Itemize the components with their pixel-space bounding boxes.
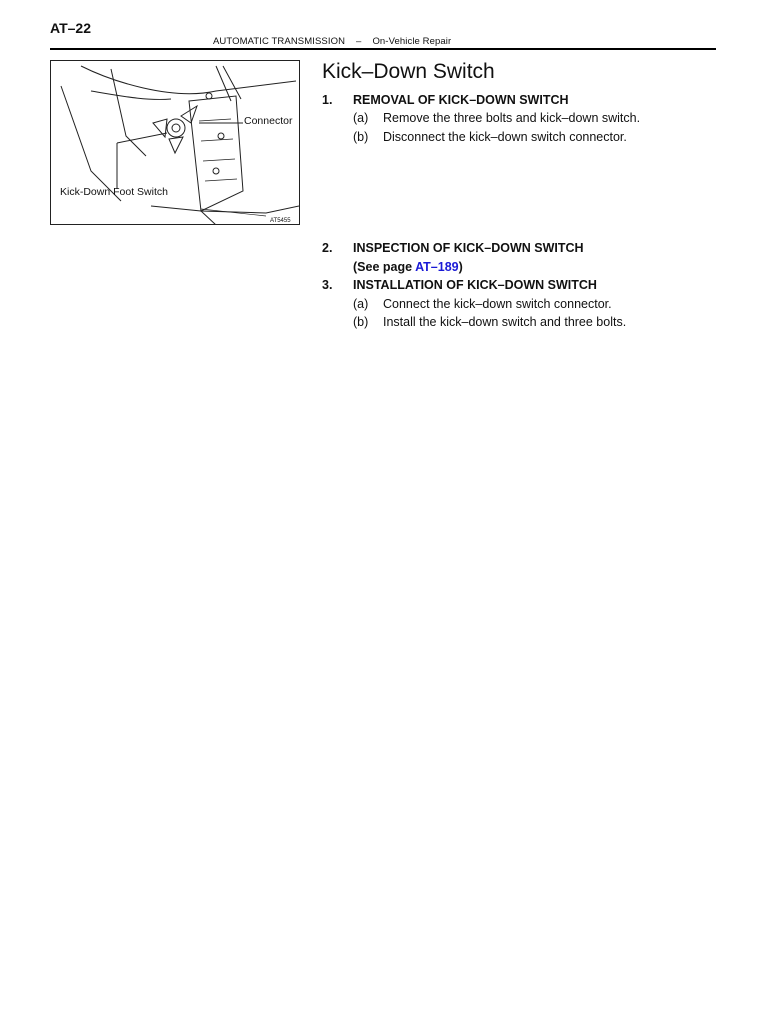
connector-label: Connector (244, 115, 293, 127)
figure-code: AT5455 (270, 218, 291, 224)
header-rule (50, 48, 716, 50)
item-label: (b) (353, 315, 369, 329)
page-title: Kick–Down Switch (322, 60, 495, 83)
header-section: AUTOMATIC TRANSMISSION (213, 36, 346, 47)
step-installation (322, 278, 597, 292)
item-text: Remove the three bolts and kick–down switch. (383, 111, 641, 125)
step-1a (353, 111, 640, 125)
step-number: 2. (322, 241, 333, 255)
step-number: 3. (322, 278, 333, 292)
step-number: 1. (322, 93, 333, 107)
see-prefix: (See page (353, 260, 416, 274)
page-reference-link[interactable]: AT–189 (415, 260, 459, 274)
step-inspection (322, 241, 584, 255)
kick-down-switch-figure (50, 60, 300, 225)
item-text: Install the kick–down switch and three bolts. (383, 315, 627, 329)
see-suffix: ) (458, 260, 463, 274)
kick-down-foot-switch-label: Kick-Down Foot Switch (60, 186, 168, 198)
kick-down-switch-illustration (51, 61, 300, 225)
item-text: Connect the kick–down switch connector. (383, 297, 612, 311)
step-heading: REMOVAL OF KICK–DOWN SWITCH (353, 93, 569, 107)
step-heading: INSPECTION OF KICK–DOWN SWITCH (353, 241, 584, 255)
see-page-reference (353, 260, 463, 274)
step-1b (353, 130, 627, 144)
item-label: (b) (353, 130, 369, 144)
running-header (213, 36, 451, 47)
step-removal (322, 93, 569, 107)
item-text: Disconnect the kick–down switch connector. (383, 130, 627, 144)
item-label: (a) (353, 111, 369, 125)
item-label: (a) (353, 297, 369, 311)
step-3a (353, 297, 612, 311)
page-number: AT–22 (50, 20, 91, 36)
header-separator: – (356, 36, 362, 47)
step-3b (353, 315, 626, 329)
step-heading: INSTALLATION OF KICK–DOWN SWITCH (353, 278, 597, 292)
header-subsection: On-Vehicle Repair (372, 36, 452, 47)
